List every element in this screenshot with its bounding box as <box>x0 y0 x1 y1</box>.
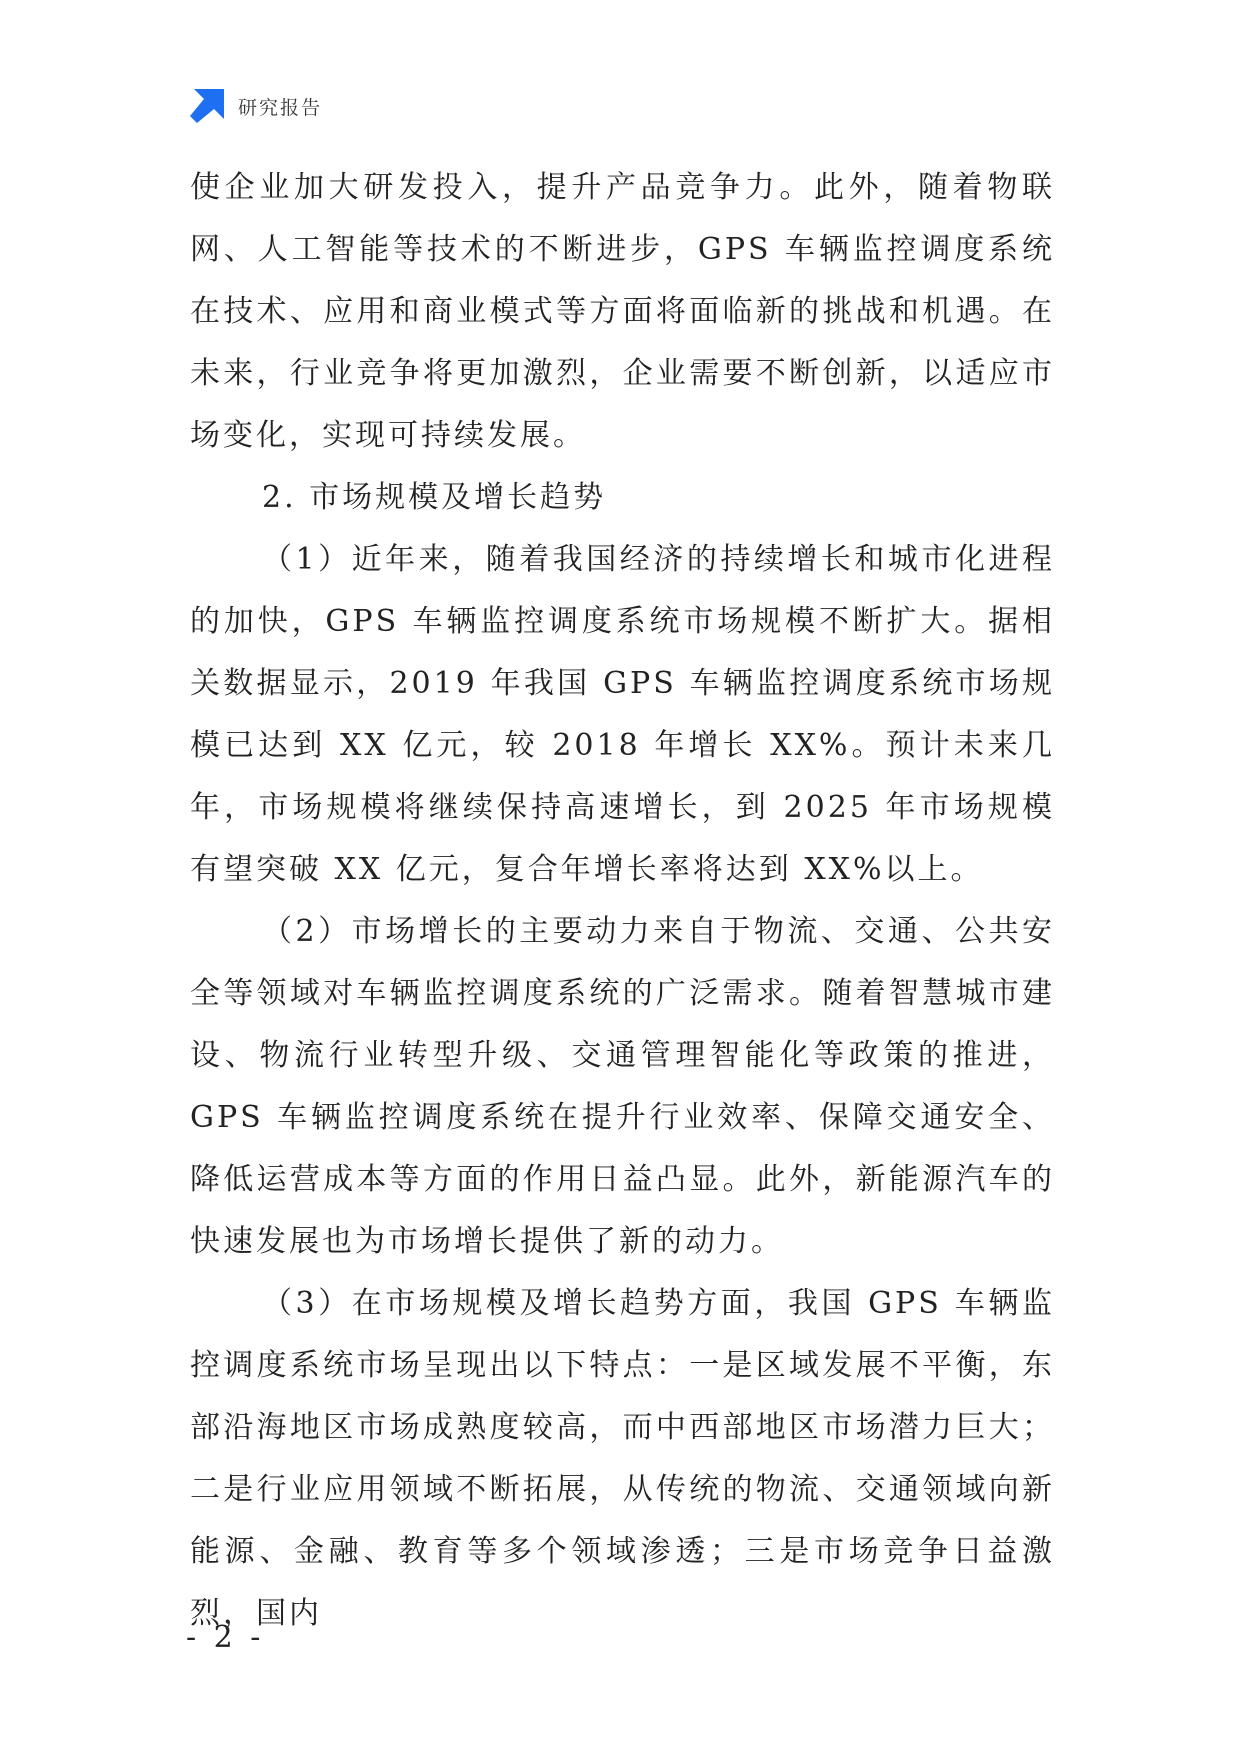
page-header <box>190 88 322 124</box>
paragraph-1: （1）近年来，随着我国经济的持续增长和城市化进程的加快，GPS 车辆监控调度系统市场规模不断扩大。据相关数据显示，2019 年我国 GPS 车辆监控调度系统市场规模已达到 XX 亿元，较 2018 年增长 XX%。预计未来几年，市场规模将继续保持高速增长，到 2025 年市场规模有望突破 XX 亿元，复合年增长率将达到 XX%以上。 <box>190 542 1055 887</box>
arrow-up-right-icon <box>190 89 224 123</box>
paragraph-2: （2）市场增长的主要动力来自于物流、交通、公共安全等领域对车辆监控调度系统的广泛需求。随着智慧城市建设、物流行业转型升级、交通管理智能化等政策的推进，GPS 车辆监控调度系统在提升行业效率、保障交通安全、降低运营成本等方面的作用日益凸显。此外，新能源汽车的快速发展也为市场增长提供了新的动力。 <box>190 914 1055 1259</box>
page-number: - 2 - <box>186 1620 265 1655</box>
paragraph-intro: 使企业加大研发投入，提升产品竞争力。此外，随着物联网、人工智能等技术的不断进步，GPS 车辆监控调度系统在技术、应用和商业模式等方面将面临新的挑战和机遇。在未来，行业竞争将更加激烈，企业需要不断创新，以适应市场变化，实现可持续发展。 <box>190 170 1055 453</box>
document-body <box>190 157 1055 1645</box>
section-heading: 2. 市场规模及增长趋势 <box>262 480 607 515</box>
header-title: 研究报告 <box>238 96 323 119</box>
paragraph-3: （3）在市场规模及增长趋势方面，我国 GPS 车辆监控调度系统市场呈现出以下特点：一是区域发展不平衡，东部沿海地区市场成熟度较高，而中西部地区市场潜力巨大；二是行业应用领域不断拓展，从传统的物流、交通领域向新能源、金融、教育等多个领域渗透；三是市场竞争日益激烈，国内 <box>190 1286 1055 1631</box>
